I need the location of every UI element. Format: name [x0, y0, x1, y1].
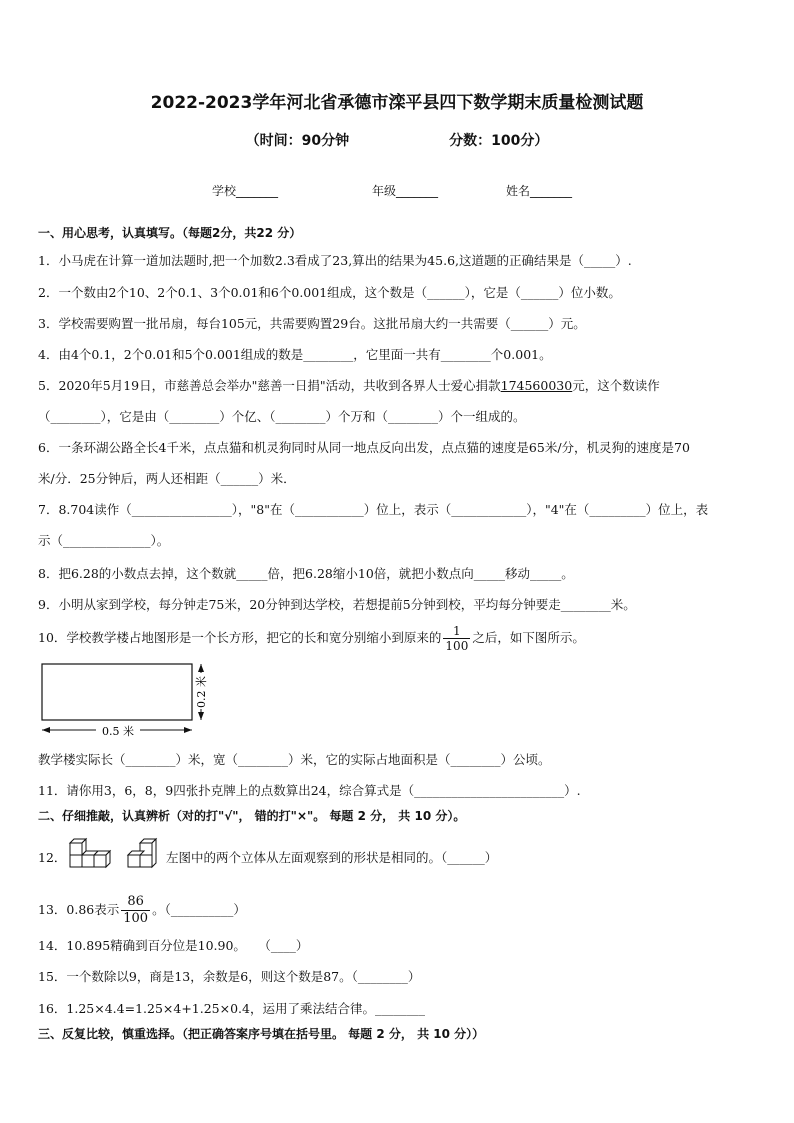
q5-text-b: 元，这个数读作	[572, 378, 660, 393]
q10-fraction: $\frac{1}{100}$	[445, 624, 469, 653]
height-arrow-top	[198, 664, 204, 672]
grade-field[interactable]: 年级_______	[372, 184, 439, 198]
q10-text-b: 之后，如下图所示。	[472, 630, 585, 645]
cube-figures-icon	[66, 835, 166, 875]
q12-number: 12．	[38, 850, 67, 865]
cube-figure-right	[128, 839, 156, 867]
question-5	[38, 376, 768, 394]
question-11: 11．请你用3，6，8，9四张扑克牌上的点数算出24，综合算式是（________________________）.	[38, 783, 581, 798]
name-field[interactable]: 姓名_______	[506, 184, 573, 198]
question-13	[38, 894, 768, 927]
q5-amount: 174560030	[500, 378, 573, 393]
q13-text-a: 13．0.86表示	[38, 902, 120, 917]
q10-text-a: 10．学校教学楼占地图形是一个长方形，把它的长和宽分别缩小到原来的	[38, 630, 442, 645]
question-7-cont: 示（______________）。	[38, 533, 170, 548]
width-arrow-left	[42, 727, 50, 733]
building-rectangle-figure	[36, 660, 226, 742]
question-4: 4．由4个0.1，2个0.01和5个0.001组成的数是________，它里面一共有________个0.001。	[38, 347, 552, 362]
school-field[interactable]: 学校_______	[212, 184, 279, 198]
question-10	[38, 624, 768, 653]
q13-text-b: 。（__________）	[152, 902, 246, 917]
height-label: 0.2 米	[195, 676, 208, 708]
question-10-cont: 教学楼实际长（________）米，宽（________）米，它的实际占地面积是（________）公顷。	[38, 752, 551, 767]
score-label: 分数：100分）	[449, 133, 549, 149]
question-16: 16．1.25×4.4=1.25×4+1.25×0.4，运用了乘法结合律。________	[38, 1001, 425, 1016]
q5-text-a: 5．2020年5月19日，市慈善总会举办"慈善一日捐"活动，共收到各界人士爱心捐款	[38, 378, 501, 393]
time-label: （时间：90分钟	[245, 133, 350, 149]
cube-figure-left	[70, 839, 110, 867]
question-2: 2．一个数由2个10、2个0.1、3个0.01和6个0.001组成，这个数是（______），它是（______）位小数。	[38, 285, 621, 300]
height-arrow-bottom	[198, 712, 204, 720]
section-2-heading: 二、仔细推敲，认真辨析（对的打"√"， 错的打"×"。 每题 2 分， 共 10 分）。	[38, 809, 466, 823]
question-3: 3．学校需要购置一批吊扇，每台105元，共需要购置29台。这批吊扇大约一共需要（______）元。	[38, 316, 586, 331]
exam-meta	[0, 130, 794, 150]
question-12-text: 左图中的两个立体从左面观察到的形状是相同的。（______）	[166, 850, 498, 865]
question-5-cont: （________），它是由（________）个亿、（________）个万和（________）个一组成的。	[38, 409, 526, 424]
question-6-cont: 米/分．25分钟后，两人还相距（______）米．	[38, 471, 296, 486]
page-title: 2022-2023学年河北省承德市滦平县四下数学期末质量检测试题	[150, 93, 644, 113]
width-arrow-right	[184, 727, 192, 733]
question-9: 9．小明从家到学校，每分钟走75米，20分钟到达学校，若想提前5分钟到校，平均每分钟要走________米。	[38, 597, 636, 612]
question-7: 7．8.704读作（________________），"8"在（___________）位上，表示（____________），"4"在（_________）位上，表	[38, 502, 709, 517]
width-label: 0.5 米	[102, 725, 134, 738]
question-14: 14．10.895精确到百分位是10.90。 （____）	[38, 938, 309, 953]
question-1: 1．小马虎在计算一道加法题时,把一个加数2.3看成了23,算出的结果为45.6,这道题的正确结果是（_____）.	[38, 253, 632, 268]
question-15: 15．一个数除以9，商是13，余数是6，则这个数是87。（________）	[38, 969, 421, 984]
question-8: 8．把6.28的小数点去掉，这个数就_____倍，把6.28缩小10倍，就把小数点向_____移动_____。	[38, 566, 574, 581]
section-1-heading: 一、用心思考，认真填写。（每题2分，共22 分）	[38, 226, 302, 240]
section-3-heading: 三、反复比较，慎重选择。（把正确答案序号填在括号里。 每题 2 分， 共 10 分））	[38, 1027, 485, 1041]
rectangle	[42, 664, 192, 720]
question-6: 6．一条环湖公路全长4千米，点点猫和机灵狗同时从同一地点反向出发，点点猫的速度是65米/分，机灵狗的速度是70	[38, 440, 690, 455]
q13-fraction: $\frac{86}{100}$	[123, 894, 149, 926]
